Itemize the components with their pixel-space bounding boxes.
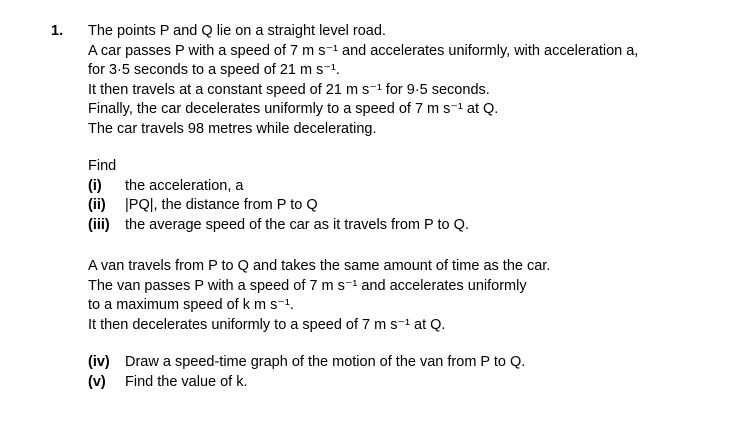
intro-line: The points P and Q lie on a straight level road. [88,23,386,39]
intro-line: Finally, the car decelerates uniformly to a speed of 7 m s⁻¹ at Q. [88,101,499,117]
question-body [88,22,718,392]
van-line: It then decelerates uniformly to a speed of 7 m s⁻¹ at Q. [88,316,446,333]
part-text: Find the value of k. [125,373,248,390]
van-line: The van passes P with a speed of 7 m s⁻¹ and accelerates uniformly [88,277,527,294]
question-number: 1. [51,23,64,39]
part-label: (ii) [88,197,106,213]
intro-line: A car passes P with a speed of 7 m s⁻¹ and accelerates uniformly, with acceleration a, [88,42,639,59]
van-part [88,373,718,393]
van-line: to a maximum speed of k m s⁻¹. [88,297,294,313]
part-label: (i) [88,177,102,194]
part-text: |PQ|, the distance from P to Q [125,197,318,213]
find-part [88,177,718,197]
intro-line: The car travels 98 metres while decelerating. [88,120,377,137]
part-label: (iv) [88,354,110,370]
part-text: Draw a speed-time graph of the motion of the van from P to Q. [125,354,526,370]
intro-line: for 3·5 seconds to a speed of 21 m s⁻¹. [88,62,340,78]
van-line: A van travels from P to Q and takes the same amount of time as the car. [88,258,551,274]
part-label: (v) [88,373,106,390]
find-heading: Find [88,158,117,174]
van-part [88,353,718,373]
part-label: (iii) [88,216,110,233]
part-text: the average speed of the car as it travels from P to Q. [125,216,469,233]
find-part [88,216,718,236]
find-part [88,196,718,216]
part-text: the acceleration, a [125,177,244,194]
intro-line: It then travels at a constant speed of 21 m s⁻¹ for 9·5 seconds. [88,81,490,98]
